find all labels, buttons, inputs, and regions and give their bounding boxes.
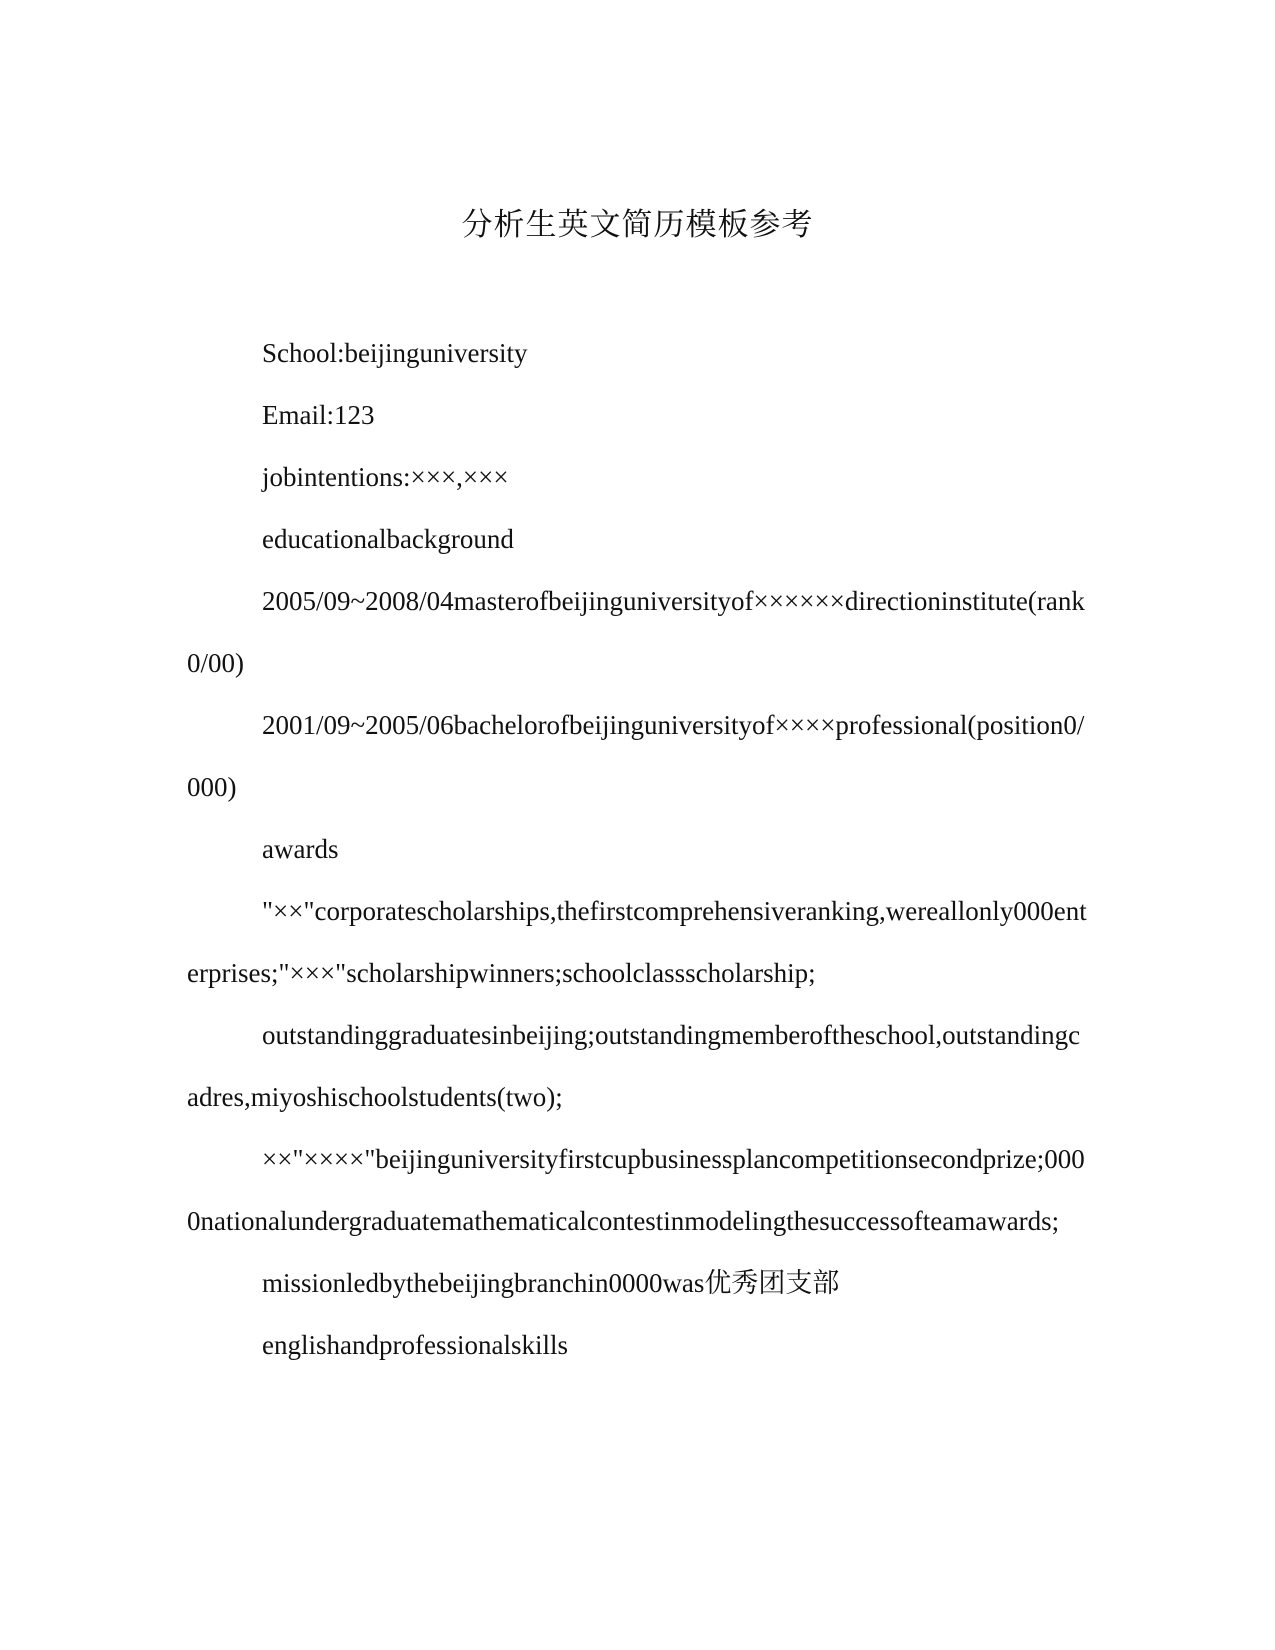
awards-scholarships-paragraph: "××"corporatescholarships,thefirstcomprehensiveranking,wereallonly000enterprises;"×××"scholarshipwinners;schoolclassscholarship; xyxy=(187,896,1087,988)
skills-heading: englishandprofessionalskills xyxy=(262,1330,568,1360)
awards-honors-paragraph: outstandinggraduatesinbeijing;outstandingmemberoftheschool,outstandingcadres,miyoshischoolstudents(two); xyxy=(187,1020,1081,1112)
education-heading: educationalbackground xyxy=(262,524,514,554)
school-line: School:beijinguniversity xyxy=(262,338,528,368)
education-master-entry: 2005/09~2008/04masterofbeijinguniversityof××××××directioninstitute(rank0/00) xyxy=(187,586,1085,678)
document-title: 分析生英文简历模板参考 xyxy=(461,207,814,243)
awards-branch-paragraph: missionledbythebeijingbranchin0000was优秀团支部 xyxy=(262,1268,840,1298)
email-line: Email:123 xyxy=(262,400,375,430)
document-body xyxy=(187,322,1087,1376)
education-bachelor-entry: 2001/09~2005/06bachelorofbeijinguniversityof××××professional(position0/000) xyxy=(187,710,1085,802)
job-intentions-line: jobintentions:×××,××× xyxy=(262,462,509,492)
awards-heading: awards xyxy=(262,834,339,864)
awards-competitions-paragraph: ××"××××"beijinguniversityfirstcupbusinessplancompetitionsecondprize;0000nationalundergraduatemathematicalcontestinmodelingthesuccessofteamawards; xyxy=(187,1144,1085,1236)
